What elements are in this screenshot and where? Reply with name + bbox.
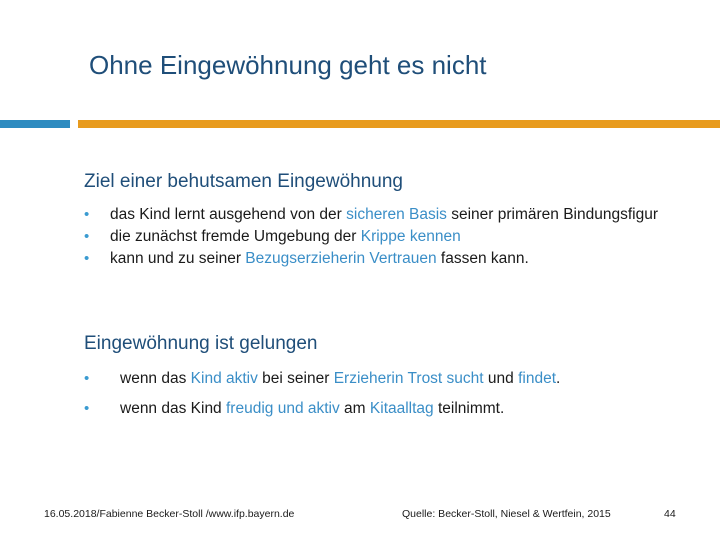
section-heading-goal: Ziel einer behutsamen Eingewöhnung (84, 171, 403, 192)
title-rule-orange (78, 120, 720, 128)
bullet-icon: • (84, 370, 90, 387)
list-item-text (84, 226, 664, 248)
list-item-text (84, 248, 664, 270)
list-item (84, 226, 664, 248)
bullet-icon: • (84, 400, 90, 417)
title-rule-blue (0, 120, 70, 128)
text-segment: kann und zu seiner (110, 250, 246, 267)
highlight-text: sicheren Basis (346, 206, 447, 223)
list-item-text (84, 398, 664, 420)
list-item (84, 204, 664, 226)
bullet-icon: • (84, 250, 90, 267)
highlight-text: freudig und aktiv (226, 400, 340, 417)
slide-title: Ohne Eingewöhnung geht es nicht (89, 50, 487, 80)
highlight-text: Erzieherin Trost sucht (333, 370, 484, 387)
footer-author: 16.05.2018/Fabienne Becker-Stoll /www.ifp.bayern.de (44, 508, 295, 520)
highlight-text: Kind aktiv (190, 370, 258, 387)
list-item (84, 368, 664, 390)
list-item-text (84, 204, 664, 226)
text-segment: . (556, 370, 561, 387)
footer-source: Quelle: Becker-Stoll, Niesel & Wertfein, 2015 (402, 508, 611, 520)
bullet-icon: • (84, 206, 90, 223)
text-segment: seiner primären Bindungsfigur (446, 206, 659, 223)
list-item (84, 248, 664, 270)
highlight-text: Kitaalltag (369, 400, 434, 417)
success-list (84, 368, 664, 428)
list-item (84, 398, 664, 420)
highlight-text: findet (518, 370, 557, 387)
list-item-text (84, 368, 664, 390)
text-segment: wenn das (120, 370, 191, 387)
text-segment: wenn das Kind (120, 400, 226, 417)
text-segment: bei seiner (257, 370, 334, 387)
text-segment: am (339, 400, 370, 417)
text-segment: das Kind lernt ausgehend von der (110, 206, 347, 223)
page-number: 44 (664, 508, 676, 520)
highlight-text: Krippe kennen (360, 228, 461, 245)
bullet-icon: • (84, 228, 90, 245)
text-segment: die zunächst fremde Umgebung der (110, 228, 361, 245)
text-segment: fassen kann. (436, 250, 529, 267)
text-segment: teilnimmt. (433, 400, 505, 417)
text-segment: und (483, 370, 519, 387)
goal-list (84, 204, 664, 270)
section-heading-success: Eingewöhnung ist gelungen (84, 333, 318, 354)
highlight-text: Bezugserzieherin Vertrauen (245, 250, 437, 267)
